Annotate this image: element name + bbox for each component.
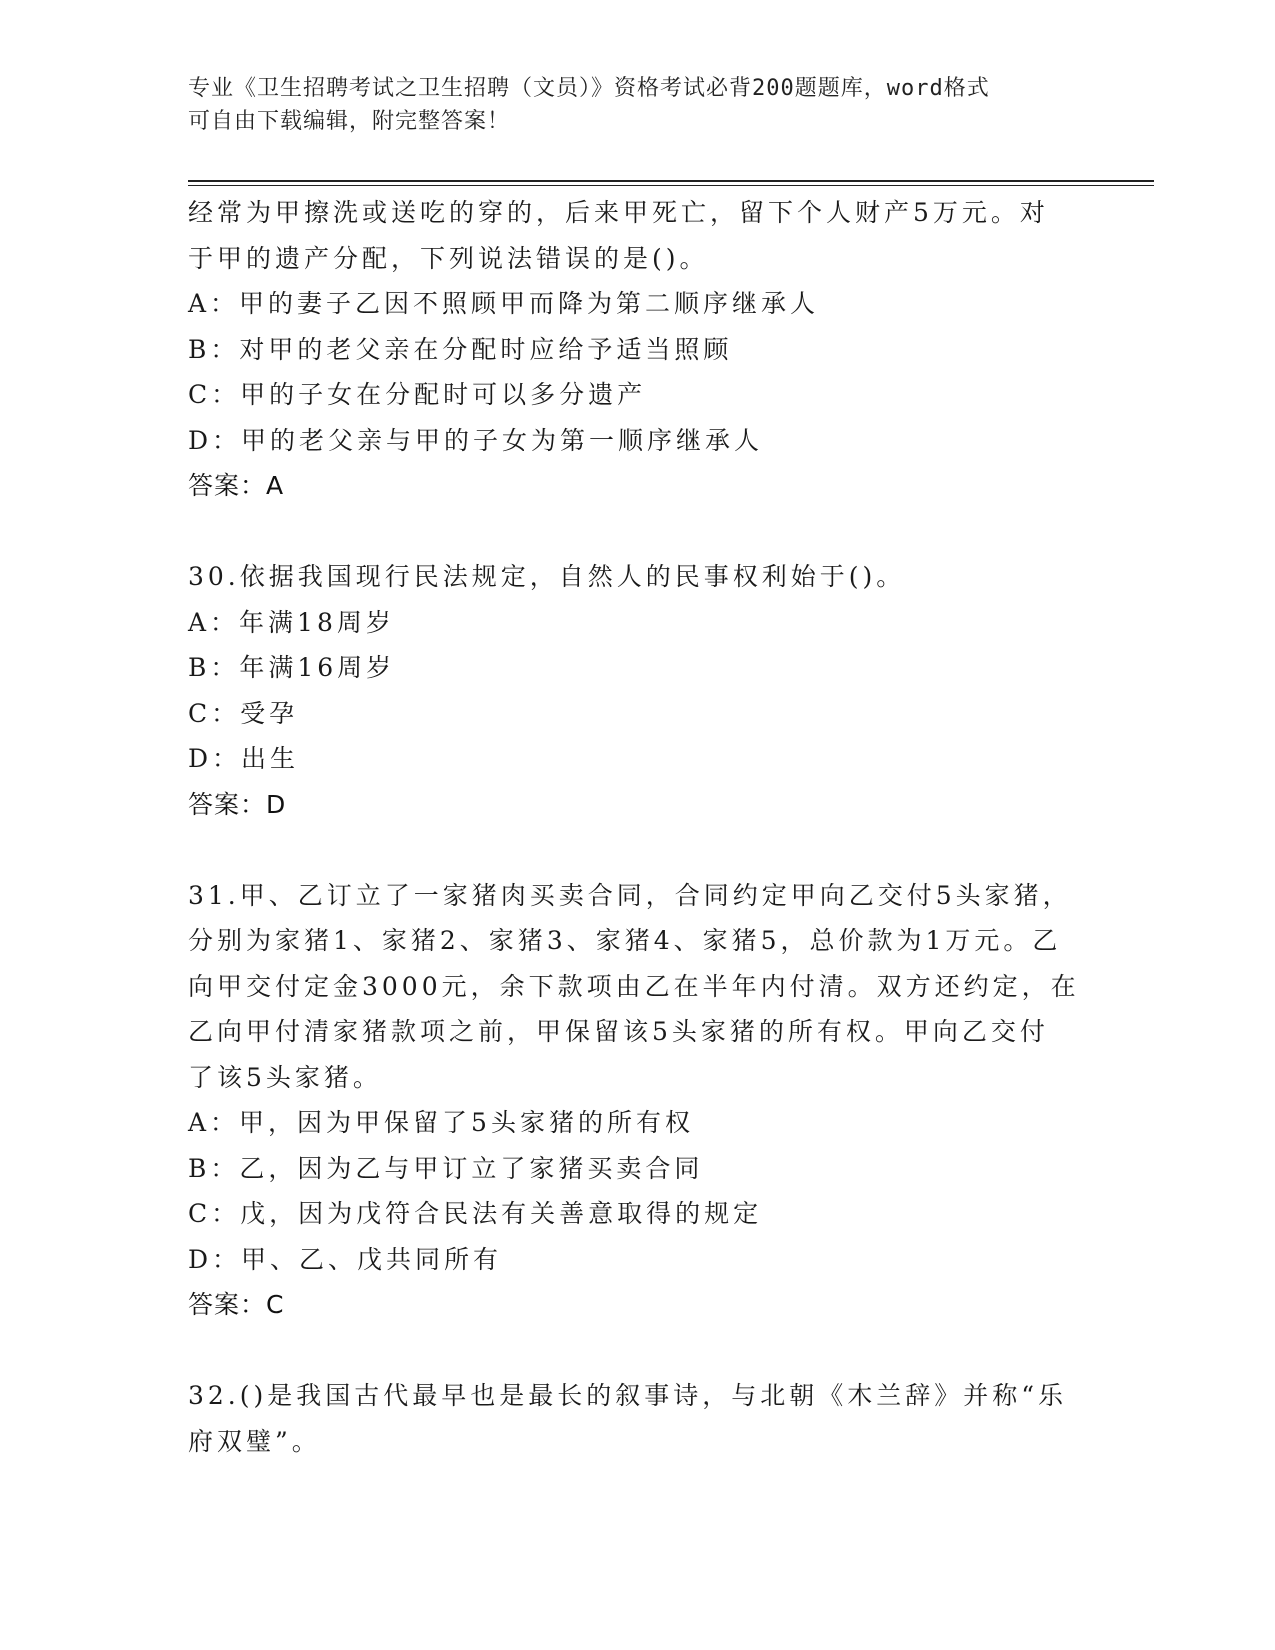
option-c: C：戊，因为戊符合民法有关善意取得的规定: [188, 1199, 763, 1228]
option-d: D：甲的老父亲与甲的子女为第一顺序继承人: [188, 425, 764, 455]
answer-text: 答案：A: [188, 471, 285, 500]
option-d: D：出生: [188, 744, 300, 773]
option-a: A：年满18周岁: [188, 607, 395, 637]
option-b: B：对甲的老父亲在分配时应给予适当照顾: [188, 334, 733, 364]
question-32: [188, 1373, 1088, 1464]
question-text-line: 向甲交付定金3000元，余下款项由乙在半年内付清。双方还约定，在: [188, 971, 1080, 1001]
header-divider-thin: [188, 185, 1154, 186]
question-text-line: 乙向甲付清家猪款项之前，甲保留该5头家猪的所有权。甲向乙交付: [188, 1017, 1049, 1046]
option-b: B：年满16周岁: [188, 653, 396, 682]
spacer: [188, 509, 1088, 555]
option-a: A：甲，因为甲保留了5头家猪的所有权: [188, 1108, 694, 1137]
question-content: [188, 190, 1088, 1464]
question-text-line: 府双璧”。: [188, 1426, 321, 1456]
question-text-line: 经常为甲擦洗或送吃的穿的，后来甲死亡，留下个人财产5万元。对: [188, 198, 1049, 227]
question-text-line: 分别为家猪1、家猪2、家猪3、家猪4、家猪5，总价款为1万元。乙: [188, 926, 1062, 955]
question-text-line: 30.依据我国现行民法规定，自然人的民事权利始于()。: [188, 562, 906, 591]
spacer: [188, 827, 1088, 873]
answer-text: 答案：D: [188, 789, 287, 819]
question-text-line: 了该5头家猪。: [188, 1062, 382, 1092]
question-31: [188, 873, 1088, 1328]
option-a: A：甲的妻子乙因不照顾甲而降为第二顺序继承人: [188, 289, 820, 318]
question-29: [188, 190, 1088, 509]
page-header: [188, 72, 1088, 138]
question-text-line: 31.甲、乙订立了一家猪肉买卖合同，合同约定甲向乙交付5头家猪，: [188, 880, 1072, 910]
answer-text: 答案：C: [188, 1290, 285, 1319]
spacer: [188, 1328, 1088, 1374]
header-title-line-2: 可自由下载编辑，附完整答案！: [188, 109, 511, 134]
option-d: D：甲、乙、戊共同所有: [188, 1244, 503, 1274]
question-30: [188, 554, 1088, 827]
question-text-line: 32.()是我国古代最早也是最长的叙事诗，与北朝《木兰辞》并称“乐: [188, 1381, 1068, 1410]
question-text-line: 于甲的遗产分配，下列说法错误的是()。: [188, 243, 709, 273]
header-title-line-1: 专业《卫生招聘考试之卫生招聘（文员）》资格考试必背200题题库，word格式: [188, 76, 990, 101]
option-b: B：乙，因为乙与甲订立了家猪买卖合同: [188, 1153, 704, 1183]
header-divider-thick: [188, 180, 1154, 182]
option-c: C：受孕: [188, 698, 299, 728]
option-c: C：甲的子女在分配时可以多分遗产: [188, 380, 647, 409]
